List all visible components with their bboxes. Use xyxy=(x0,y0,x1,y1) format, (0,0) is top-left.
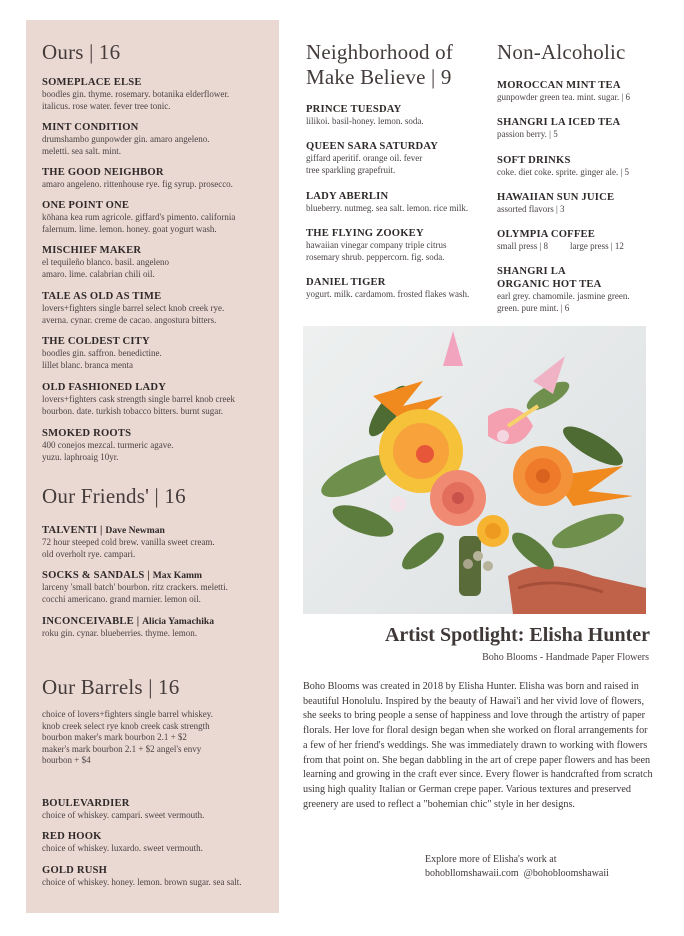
item-name: INCONCEIVABLE | Alicia Yamachika xyxy=(42,616,214,627)
spotlight-subtitle: Boho Blooms - Handmade Paper Flowers xyxy=(482,652,649,663)
item-desc: boodles gin. saffron. benedictine. lillet blanc. branca menta xyxy=(42,348,162,370)
item-name: OLD FASHIONED LADY xyxy=(42,382,167,393)
item-desc: choice of whiskey. honey. lemon. brown sugar. sea salt. xyxy=(42,877,242,887)
menu-item xyxy=(42,830,274,864)
menu-item xyxy=(42,290,274,335)
menu-item xyxy=(497,265,667,314)
item-desc: lovers+fighters single barrel select knob creek rye. averna. cynar. creme de cacao. angostura bitters. xyxy=(42,303,225,325)
menu-item xyxy=(306,190,491,227)
menu-item xyxy=(42,797,274,830)
menu-item xyxy=(42,427,274,463)
item-name: BOULEVARDIER xyxy=(42,798,130,809)
item-name: MISCHIEF MAKER xyxy=(42,245,142,256)
menu-item xyxy=(497,228,667,265)
item-desc: lilikoi. basil-honey. lemon. soda. xyxy=(306,116,424,126)
menu-item xyxy=(42,381,274,427)
menu-item xyxy=(42,244,274,290)
item-desc: kōhana kea rum agricole. giffard's pimento. california falernum. lime. lemon. honey. goat yogurt wash. xyxy=(42,212,236,234)
bouquet-illustration xyxy=(303,326,646,614)
menu-item xyxy=(42,569,274,615)
item-desc: boodles gin. thyme. rosemary. botanika elderflower. italicus. rose water. fever tree tonic. xyxy=(42,89,230,111)
item-name: MOROCCAN MINT TEA xyxy=(497,80,621,91)
item-name: SOMEPLACE ELSE xyxy=(42,77,142,88)
spotlight-body: Boho Blooms was created in 2018 by Elisha Hunter. Elisha was born and raised in beautiful Honolulu. Inspired by the beauty of Hawai'i and her vivid love of flowers, she seeks to bring people a sense of happiness and love through the artistry of paper florals. Her love for floral design began when she worked on floral arrangements for a few of her friend's weddings. She was immediately drawn to working with flowers from that point on. She began dabbling in the art of crepe paper flowers and has been learning and growing in the craft ever since. Every flower is handcrafted from scratch using high quality Italian or German crepe paper. Various textures and preserved greenery are used to reflect a "bohemian chic" style in her designs. xyxy=(303,681,653,810)
instagram-handle[interactable]: @bohobloomshawaii xyxy=(523,868,609,879)
item-name: THE FLYING ZOOKEY xyxy=(306,228,424,239)
item-desc: blueberry. nutmeg. sea salt. lemon. rice milk. xyxy=(306,203,469,213)
barrels-note: choice of lovers+fighters single barrel whiskey. knob creek select rye knob creek cask strength bourbon maker's mark bourbon 2.1 + $2 maker's mark bourbon 2.1 + $2 angel's envy bourbon + $4 xyxy=(42,709,213,766)
website-link[interactable]: bohobllomshawaii.com xyxy=(425,868,519,879)
item-name: PRINCE TUESDAY xyxy=(306,104,402,115)
menu-item xyxy=(306,140,491,190)
item-desc: coke. diet coke. sprite. ginger ale. | 5 xyxy=(497,167,630,177)
item-desc: roku gin. cynar. blueberries. thyme. lemon. xyxy=(42,628,197,638)
item-artist: Alicia Yamachika xyxy=(142,616,214,627)
item-name: ONE POINT ONE xyxy=(42,200,130,211)
menu-item xyxy=(42,76,274,121)
paper-flower-bouquet-photo xyxy=(303,326,646,614)
spotlight-title: Artist Spotlight: Elisha Hunter xyxy=(384,624,650,646)
menu-item xyxy=(42,524,274,569)
item-name: TALE AS OLD AS TIME xyxy=(42,291,162,302)
item-name: SHANGRI LA ICED TEA xyxy=(497,117,621,128)
item-desc: earl grey. chamomile. jasmine green. green. pure mint. | 6 xyxy=(497,291,630,313)
menu-item xyxy=(306,276,491,301)
menu-item xyxy=(42,121,274,166)
item-name: SHANGRI LA ORGANIC HOT TEA xyxy=(497,266,602,290)
menu-item xyxy=(497,116,667,154)
menu-item xyxy=(42,199,274,244)
item-desc: choice of whiskey. luxardo. sweet vermouth. xyxy=(42,843,203,853)
item-desc: hawaiian vinegar company triple citrus rosemary shrub. peppercorn. fig. soda. xyxy=(306,240,447,262)
item-name: THE COLDEST CITY xyxy=(42,336,150,347)
barrels-list xyxy=(42,797,274,889)
item-desc: choice of whiskey. campari. sweet vermouth. xyxy=(42,810,205,820)
menu-item xyxy=(306,103,491,140)
item-desc: small press | 8 large press | 12 xyxy=(497,241,624,251)
item-name: OLYMPIA COFFEE xyxy=(497,229,596,240)
spotlight-explore xyxy=(425,853,655,881)
item-desc: assorted flavors | 3 xyxy=(497,204,565,214)
item-desc: 400 conejos mezcal. turmeric agave. yuzu. laphroaig 10yr. xyxy=(42,440,174,462)
item-desc: passion berry. | 5 xyxy=(497,129,558,139)
friends-title: Our Friends' | 16 xyxy=(42,484,186,508)
neighborhood-list xyxy=(306,103,491,301)
friends-list xyxy=(42,524,274,640)
neighborhood-title: Neighborhood of Make Believe | 9 xyxy=(306,40,454,89)
item-desc: drumshambo gunpowder gin. amaro angeleno. meletti. sea salt. mint. xyxy=(42,134,210,156)
item-artist: Dave Newman xyxy=(105,525,165,536)
barrels-title: Our Barrels | 16 xyxy=(42,675,180,699)
ours-list xyxy=(42,76,274,463)
item-name: DANIEL TIGER xyxy=(306,277,386,288)
item-name: HAWAIIAN SUN JUICE xyxy=(497,192,615,203)
menu-item xyxy=(42,166,274,199)
item-name: MINT CONDITION xyxy=(42,122,139,133)
item-name: TALVENTI | Dave Newman xyxy=(42,525,165,536)
item-name: QUEEN SARA SATURDAY xyxy=(306,141,439,152)
item-desc: lovers+fighters cask strength single barrel knob creek bourbon. date. turkish tobacco bitters. burnt sugar. xyxy=(42,394,236,416)
menu-item xyxy=(42,864,274,889)
menu-item xyxy=(497,154,667,191)
menu-item xyxy=(497,79,667,116)
item-desc: 72 hour steeped cold brew. vanilla sweet cream. old overholt rye. campari. xyxy=(42,537,215,559)
item-desc: amaro angeleno. rittenhouse rye. fig syrup. prosecco. xyxy=(42,179,233,189)
menu-item xyxy=(42,335,274,381)
ours-title: Ours | 16 xyxy=(42,40,121,64)
item-name: GOLD RUSH xyxy=(42,865,108,876)
item-name: RED HOOK xyxy=(42,831,102,842)
item-name: THE GOOD NEIGHBOR xyxy=(42,167,164,178)
item-desc: gunpowder green tea. mint. sugar. | 6 xyxy=(497,92,631,102)
item-desc: el tequileño blanco. basil. angeleno amaro. lime. calabrian chili oil. xyxy=(42,257,169,279)
item-desc: giffard aperitif. orange oil. fever tree sparkling grapefruit. xyxy=(306,153,423,175)
menu-item xyxy=(306,227,491,276)
explore-text: Explore more of Elisha's work at xyxy=(425,854,557,865)
item-name: SOCKS & SANDALS | Max Kamm xyxy=(42,570,203,581)
item-desc: yogurt. milk. cardamom. frosted flakes wash. xyxy=(306,289,470,299)
menu-item xyxy=(42,615,274,640)
item-name: SOFT DRINKS xyxy=(497,155,571,166)
item-name: LADY ABERLIN xyxy=(306,191,389,202)
nonalcoholic-title: Non-Alcoholic xyxy=(497,40,626,64)
nonalcoholic-list xyxy=(497,79,667,314)
item-name: SMOKED ROOTS xyxy=(42,428,132,439)
item-artist: Max Kamm xyxy=(152,570,203,581)
menu-item xyxy=(497,191,667,228)
item-desc: larceny 'small batch' bourbon. ritz crackers. meletti. cocchi americano. grand marnier. lemon oil. xyxy=(42,582,228,604)
